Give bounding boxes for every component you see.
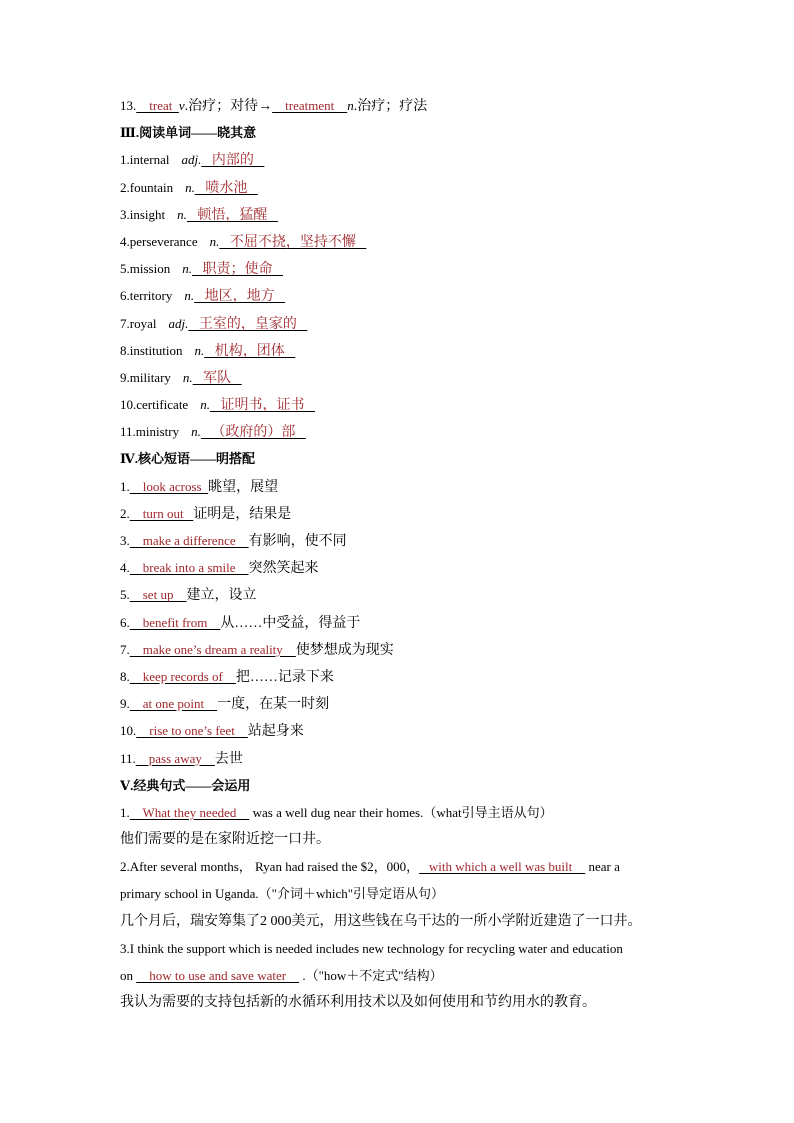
part-of-speech: adj.	[181, 152, 202, 168]
phrase-meaning: 去世	[214, 751, 243, 767]
vocab-item	[120, 364, 680, 391]
answer-blank: 顿悟，猛醒	[186, 207, 278, 223]
item-number: 2.	[120, 505, 130, 521]
answer-blank: set up	[129, 587, 187, 603]
worksheet	[120, 92, 680, 1016]
vocab-item	[120, 228, 680, 255]
phrase-meaning: 使梦想成为现实	[295, 642, 394, 658]
answer-blank: 不屈不挠，坚持不懈	[219, 234, 367, 250]
sentence-3: 3.I think the support which is needed includes new technology for recycling water and education	[120, 940, 623, 956]
answer-blank: with which a well was built	[419, 859, 586, 875]
sentence-1	[120, 799, 680, 826]
item-number: 6.	[120, 614, 130, 630]
part-of-speech: n.	[191, 424, 201, 440]
phrase-item	[120, 690, 680, 717]
part-of-speech: adj.	[168, 315, 189, 331]
part-of-speech: n.	[194, 342, 205, 358]
answer-blank: benefit from	[129, 614, 221, 630]
vocab-word: 6.territory	[120, 288, 173, 304]
vocab-word: 2.fountain	[120, 179, 174, 195]
answer-blank: 内部的	[201, 153, 265, 169]
definition: .治疗；疗法	[353, 99, 428, 114]
section-3-title: Ⅲ.阅读单词——晓其意	[120, 125, 257, 141]
part-of-speech: n.	[182, 369, 193, 385]
answer-blank: pass away	[135, 750, 215, 766]
phrase-item	[120, 609, 680, 636]
section-4-list	[120, 473, 680, 772]
phrase-item	[120, 527, 680, 554]
item-number: 11.	[120, 750, 136, 766]
answer-blank: treat	[136, 98, 179, 113]
phrase-meaning: 建立，设立	[186, 588, 257, 604]
vocab-item	[120, 310, 680, 337]
item-number: 3.	[120, 533, 130, 548]
vocab-word: 9.military	[120, 369, 171, 385]
answer-blank: at one point	[129, 696, 218, 712]
sentence-3-translation: 我认为需要的支持包括新的水循环利用技术以及如何使用和节约用水的教育。	[120, 995, 596, 1011]
answer-blank: make a difference	[129, 533, 249, 548]
sentence-text: .（"how＋不定式"结构）	[299, 968, 443, 983]
answer-blank: rise to one’s feet	[136, 723, 248, 739]
phrase-meaning: 眺望，展望	[208, 479, 279, 495]
phrase-meaning: 站起身来	[247, 724, 304, 740]
section-5-title: Ⅴ.经典句式——会运用	[120, 777, 251, 793]
answer-blank: keep records of	[129, 668, 236, 684]
vocab-word: 5.mission	[120, 261, 171, 277]
sentence-text: near a	[585, 859, 620, 875]
phrase-meaning: 把……记录下来	[235, 669, 334, 685]
answer-blank: make one’s dream a reality	[129, 641, 296, 657]
answer-blank: 王室的，皇家的	[188, 316, 308, 332]
phrase-item	[120, 717, 680, 744]
part-of-speech: n.	[200, 397, 210, 413]
answer-blank: 证明书，证书	[209, 398, 315, 414]
vocab-word: 3.insight	[120, 206, 166, 222]
phrase-meaning: 从……中受益，得益于	[220, 615, 361, 631]
vocab-item	[120, 255, 680, 282]
item-number: 7.	[120, 641, 130, 657]
phrase-meaning: 证明是，结果是	[193, 506, 292, 522]
phrase-item	[120, 554, 680, 581]
part-of-speech: n.	[182, 261, 192, 277]
item-number: 1.	[120, 804, 130, 820]
item-number: 10.	[120, 723, 137, 739]
item-13	[120, 92, 680, 119]
answer-blank: turn out	[129, 505, 194, 521]
item-number: 5.	[120, 587, 130, 603]
answer-blank: What they needed	[129, 804, 250, 820]
sentence-1-translation: 他们需要的是在家附近挖一口井。	[120, 832, 330, 848]
sentence-text: was a well dug near their homes.（what引导主语从句）	[249, 804, 553, 820]
answer-blank: 军队	[192, 370, 242, 386]
answer-blank: 地区，地方	[194, 289, 286, 305]
vocab-item	[120, 418, 680, 445]
item-number: 4.	[120, 560, 130, 576]
item-number: 13.	[120, 98, 137, 113]
phrase-item	[120, 473, 680, 500]
vocab-item	[120, 146, 680, 173]
sentence-text: 2.After several months， Ryan had raised the $2，000，	[120, 859, 420, 875]
part-of-speech: n.	[209, 233, 220, 249]
vocab-item	[120, 282, 680, 309]
phrase-item	[120, 745, 680, 772]
part-of-speech: n	[347, 98, 354, 113]
part-of-speech: n.	[177, 206, 187, 222]
sentence-2-translation: 几个月后，瑞安筹集了2 000美元，用这些钱在乌干达的一所小学附近建造了一口井。	[120, 913, 642, 929]
vocab-item	[120, 391, 680, 418]
vocab-word: 10.certificate	[120, 397, 189, 413]
sentence-2-line-2: primary school in Uganda.（"介词＋which"引导定语从句）	[120, 886, 445, 902]
vocab-word: 8.institution	[120, 342, 183, 358]
section-3-list	[120, 146, 680, 445]
phrase-item	[120, 636, 680, 663]
phrase-item	[120, 500, 680, 527]
phrase-meaning: 突然笑起来	[248, 561, 319, 577]
vocab-item	[120, 174, 680, 201]
answer-blank: break into a smile	[129, 560, 249, 576]
answer-blank: （政府的）部	[200, 425, 306, 441]
section-4-title: Ⅳ.核心短语——明搭配	[120, 451, 256, 467]
answer-blank: 职责；使命	[191, 262, 283, 278]
answer-blank: 喷水池	[194, 180, 258, 196]
answer-blank: 机构，团体	[204, 343, 296, 359]
vocab-word: 7.royal	[120, 315, 157, 331]
sentence-text: on	[120, 968, 137, 983]
sentence-3-line-2	[120, 962, 680, 989]
phrase-item	[120, 663, 680, 690]
part-of-speech: v	[178, 98, 185, 113]
answer-blank: how to use and save water	[136, 968, 300, 983]
part-of-speech: n.	[184, 288, 195, 304]
phrase-meaning: 一度，在某一时刻	[217, 697, 330, 713]
vocab-item	[120, 201, 680, 228]
item-number: 1.	[120, 478, 130, 494]
vocab-word: 4.perseverance	[120, 233, 198, 249]
answer-blank: treatment	[272, 98, 348, 113]
vocab-word: 1.internal	[120, 152, 170, 168]
phrase-item	[120, 581, 680, 608]
item-number: 8.	[120, 668, 130, 684]
vocab-item	[120, 337, 680, 364]
sentence-2	[120, 853, 680, 880]
definition: .治疗；对待→	[184, 99, 273, 114]
phrase-meaning: 有影响，使不同	[248, 534, 347, 549]
part-of-speech: n.	[185, 179, 195, 195]
item-number: 9.	[120, 696, 130, 712]
answer-blank: look across	[129, 478, 209, 494]
vocab-word: 11.ministry	[120, 424, 180, 440]
